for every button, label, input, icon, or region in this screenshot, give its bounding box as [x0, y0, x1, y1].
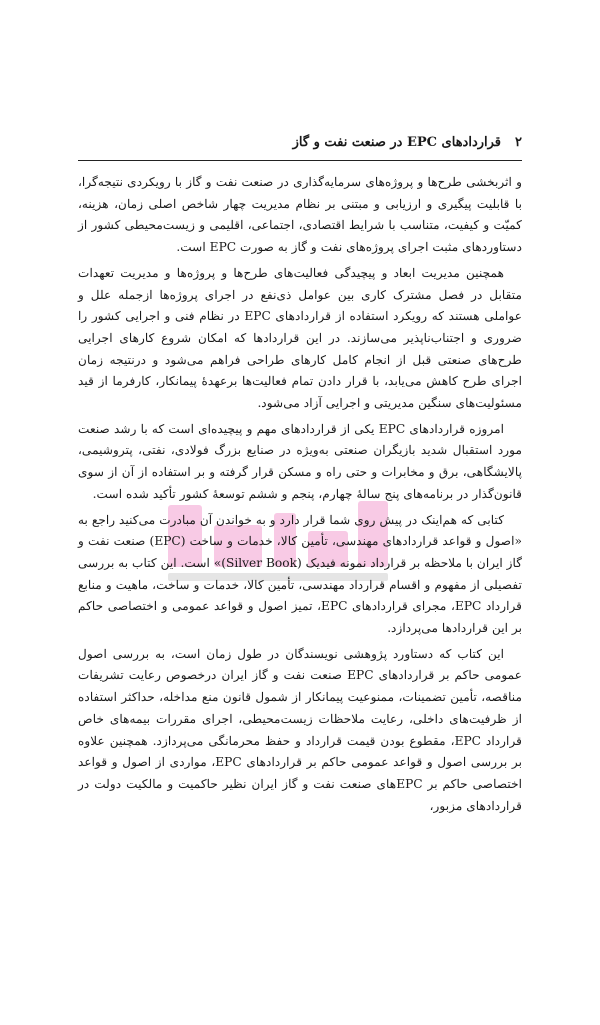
paragraph-1: و اثربخشی طرح‌ها و پروژه‌های سرمایه‌گذاری در صنعت نفت و گاز با رویکردی نتیجه‌گرا، با قابلیت پیگیری و ارزیابی و مبتنی بر نظام مدیریت چهار شاخص اصلی زمان، هزینه، کمیّت و کیفیت، متناسب با شرایط اقتصادی، اجتماعی، اقلیمی و زیست‌محیطی کشور از دستاوردهای مثبت اجرای پروژه‌های نفت و گاز به صورت EPC است. [78, 175, 522, 255]
paragraph-3: امروزه قراردادهای EPC یکی از قراردادهای مهم و پیچیده‌ای است که با رشد صنعت مورد استقبال شدید بازیگران صنعتی به‌ویژه در صنایع بزرگ فولادی، نفتی، پتروشیمی، پالایشگاهی، برق و مخابرات و حتی راه و مسکن قرار گرفته و بر استفاده از آن از سوی قانون‌گذار در برنامه‌های پنج سالۀ چهارم، پنجم و ششم توسعۀ کشور تأکید شده است. [78, 421, 522, 501]
page-number: ۲ [515, 135, 522, 150]
running-header [78, 132, 522, 154]
body-text [78, 172, 522, 821]
paragraph-2: همچنین مدیریت ابعاد و پیچیدگی فعالیت‌های طرح‌ها و پروژه‌ها و مدیریت تعهدات متقابل در فصل مشترک کاری بین عوامل ذی‌نفع در اجرای پروژه‌ها ازجمله علل و عواملی هستند که رویکرد استفاده از قراردادهای EPC در نظام فنی و اجرایی کشور را ضروری و اجتناب‌ناپذیر می‌سازند. در این قراردادها که امکان شروع کارهای اجرایی طرح‌های صنعتی قبل از انجام کامل کارهای طراحی فراهم می‌شود و درنتیجه زمان اجرای طرح کاهش می‌یابد، با قرار دادن تمام فعالیت‌ها برعهدۀ پیمانکار، کارفرما از قید مسئولیت‌های سنگین مدیریتی و اجرایی آزاد می‌شود. [78, 265, 522, 411]
paragraph-4: کتابی که هم‌اینک در پیش روی شما قرار دارد و به خواندن آن مبادرت می‌کنید راجع به «اصول و قواعد قراردادهای مهندسی، تأمین کالا، خدمات و ساخت (EPC) صنعت نفت و گاز ایران با ملاحظه بر قرارداد نمونه فیدیک (Silver Book)» است. این کتاب به بررسی تفصیلی از مفهوم و اقسام قرارداد مهندسی، تأمین کالا، خدمات و ساخت، ماهیت و منابع قرارداد EPC، مجرای قراردادهای EPC، تمیز اصول و قواعد عمومی و اختصاصی حاکم بر این قراردادها می‌پردازد. [77, 512, 523, 636]
header-rule [78, 160, 522, 161]
running-title: قراردادهای EPC در صنعت نفت و گاز [292, 135, 502, 150]
paragraph-5: این کتاب که دستاورد پژوهشی نویسندگان در طول زمان است، به بررسی اصول عمومی حاکم بر قراردادهای EPC صنعت نفت و گاز ایران درخصوص رعایت تشریفات مناقصه، تأمین تضمینات، ممنوعیت پیمانکار از شمول قانون منع مداخله، حداکثر استفاده از ظرفیت‌های داخلی، رعایت ملاحظات زیست‌محیطی، اجرای مقررات بیمه‌های خاص قرارداد EPC، مقطوع بودن قیمت قرارداد و حفظ محرمانگی می‌پردازد. همچنین علاوه بر بررسی اصول و قواعد عمومی حاکم بر قراردادهای EPC، مواردی از اصول و قواعد اختصاصی حاکم بر EPCهای صنعت نفت و گاز ایران نظیر حاکمیت و مالکیت دولت در قراردادهای مزبور، [78, 646, 522, 813]
